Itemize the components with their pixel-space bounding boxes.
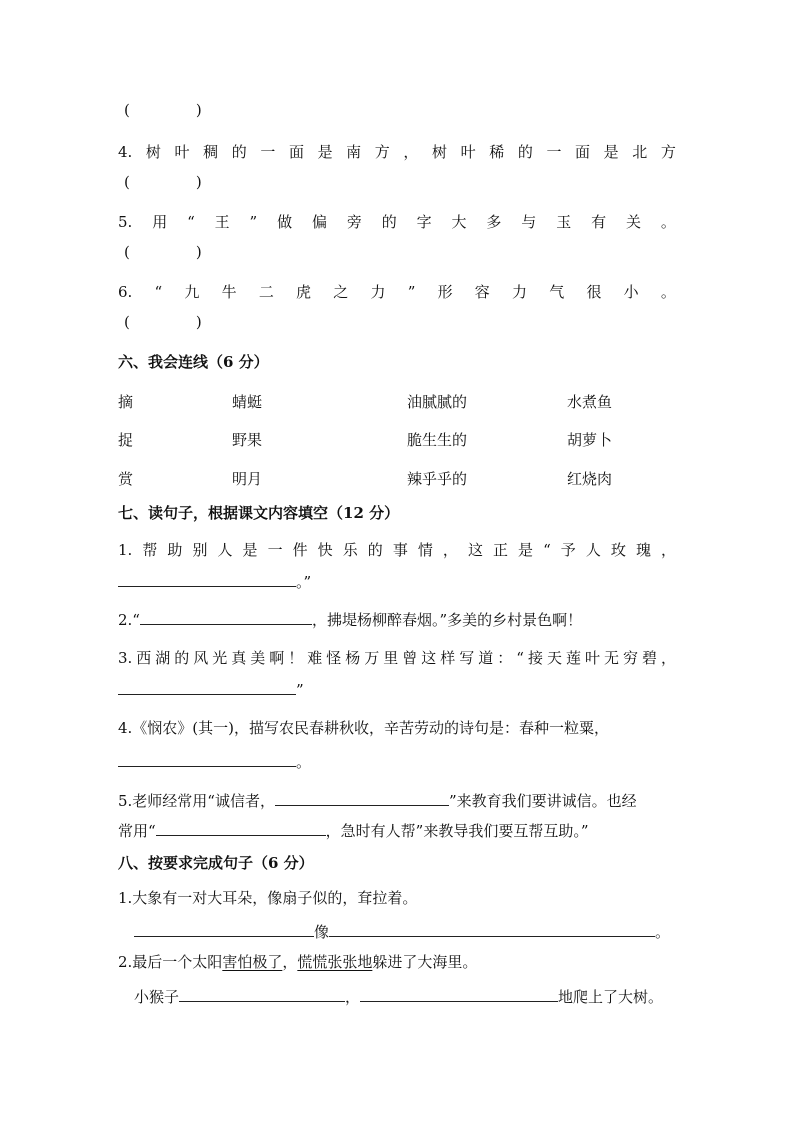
text-char: 一 — [267, 541, 283, 559]
text-char: 的 — [231, 143, 247, 161]
answer-blank[interactable] — [156, 819, 326, 836]
fill-question-5-line2: 常用“ ，急时有人帮”来教导我们要互帮互助。” — [118, 819, 589, 841]
text-char: 一 — [260, 143, 276, 161]
fill-question-3-line2: ” — [118, 678, 304, 700]
text-char: 的 — [367, 541, 383, 559]
fill-question-5: 5.老师经常用“诚信者， ”来教育我们要讲诚信。也经 — [118, 789, 637, 811]
match-word[interactable]: 红烧肉 — [567, 470, 613, 488]
text-char: 方 — [374, 143, 390, 161]
text-char: 树 — [432, 143, 448, 161]
text-char: 情 — [417, 541, 433, 559]
text-char: 力 — [512, 283, 528, 301]
sentence-question-1: 1.大象有一对大耳朵，像扇子似的，耷拉着。 — [118, 889, 418, 907]
match-word[interactable]: 捉 — [118, 431, 134, 449]
text-char: 树 — [145, 143, 161, 161]
text-char: 稀 — [489, 143, 505, 161]
answer-blank[interactable] — [275, 789, 449, 806]
text-char: 这 — [467, 541, 483, 559]
text-char: 叶 — [584, 649, 600, 667]
text-char: 道 — [478, 649, 494, 667]
text-char: “ — [516, 649, 524, 667]
answer-parentheses[interactable]: ( ) — [124, 173, 202, 191]
text-char: 穷 — [622, 649, 638, 667]
section-7-title: 七、读句子，根据课文内容填空（12 分） — [118, 504, 400, 522]
text-char: 是 — [242, 541, 258, 559]
text-char: 旁 — [346, 213, 362, 231]
text-char: 面 — [575, 143, 591, 161]
text-char: 西 — [136, 649, 152, 667]
text-char: 形 — [437, 283, 453, 301]
text-char: 3. — [118, 649, 133, 667]
text-char: 力 — [370, 283, 386, 301]
answer-blank[interactable] — [329, 920, 655, 937]
text-char: 助 — [167, 541, 183, 559]
text-char: 多 — [486, 213, 502, 231]
text-char: 很 — [586, 283, 602, 301]
match-word[interactable]: 脆生生的 — [407, 431, 468, 449]
text-char: 之 — [333, 283, 349, 301]
text-char: 玉 — [556, 213, 572, 231]
text-char: 莲 — [565, 649, 581, 667]
question-number: 4. — [118, 143, 133, 161]
text-char: 是 — [603, 143, 619, 161]
text-char: 怪 — [326, 649, 342, 667]
fill-question-3 — [118, 648, 676, 668]
text-char: 快 — [317, 541, 333, 559]
text-char: 稠 — [203, 143, 219, 161]
fill-question-4: 4.《悯农》(其一)，描写农民春耕秋收，辛苦劳动的诗句是：春种一粒粟， — [118, 719, 610, 737]
sentence-question-1-answer: 像 。 — [134, 920, 670, 942]
text-char: 人 — [217, 541, 233, 559]
text-char: “ — [187, 213, 195, 231]
text-char: 做 — [277, 213, 293, 231]
underlined-phrase: 慌慌张张地 — [297, 953, 373, 971]
text-char: 光 — [212, 649, 228, 667]
match-word[interactable]: 胡萝卜 — [567, 431, 613, 449]
text-char: 玫 — [610, 541, 626, 559]
judge-question-4 — [118, 142, 676, 162]
text-char: “ — [154, 283, 163, 301]
text-char: 容 — [474, 283, 490, 301]
text-char: 写 — [459, 649, 475, 667]
text-char: 这 — [421, 649, 437, 667]
text-char: 关 — [625, 213, 641, 231]
text-char: 九 — [184, 283, 200, 301]
text-char: 接 — [527, 649, 543, 667]
text-char: 一 — [546, 143, 562, 161]
text-char: 二 — [258, 283, 274, 301]
answer-blank[interactable] — [360, 985, 558, 1002]
judge-question-6 — [118, 282, 676, 302]
fill-question-1 — [118, 540, 676, 560]
text-char: 真 — [231, 649, 247, 667]
text-char: 的 — [517, 143, 533, 161]
text-char: ， — [442, 541, 458, 559]
fill-question-2: 2.“ ，拂堤杨柳醉春烟。”多美的乡村景色啊！ — [118, 608, 582, 630]
text-char: 大 — [451, 213, 467, 231]
text-char: 帮 — [142, 541, 158, 559]
text-char: 里 — [383, 649, 399, 667]
text-char: 牛 — [221, 283, 237, 301]
text-char: 偏 — [311, 213, 327, 231]
text-char: 叶 — [460, 143, 476, 161]
text-char: 瑰 — [635, 541, 651, 559]
text-char: 别 — [192, 541, 208, 559]
text-char: ” — [407, 283, 416, 301]
text-char: 小 — [623, 283, 639, 301]
text-char: 1. — [118, 541, 133, 559]
match-word[interactable]: 蜻蜓 — [232, 393, 263, 411]
text-char: 是 — [317, 143, 333, 161]
match-word[interactable]: 水煮鱼 — [567, 393, 613, 411]
text-char: 正 — [493, 541, 509, 559]
text-char: 风 — [193, 649, 209, 667]
text-char: 乐 — [342, 541, 358, 559]
text-char: 件 — [292, 541, 308, 559]
text-char: 天 — [546, 649, 562, 667]
text-char: 北 — [632, 143, 648, 161]
question-number: 6. — [118, 283, 133, 301]
text-char: 事 — [392, 541, 408, 559]
answer-blank[interactable] — [134, 920, 314, 937]
answer-blank[interactable] — [118, 570, 296, 587]
answer-blank[interactable] — [118, 678, 296, 695]
match-word[interactable]: 野果 — [232, 431, 263, 449]
text-char: 用 — [152, 213, 168, 231]
text-char: 有 — [591, 213, 607, 231]
text-char: 虎 — [296, 283, 312, 301]
answer-parentheses[interactable]: ( ) — [124, 243, 202, 261]
text-char: ， — [660, 649, 676, 667]
question-number: 5. — [118, 213, 133, 231]
text-char: ， — [403, 143, 419, 161]
text-char: 王 — [214, 213, 230, 231]
judge-question-5 — [118, 212, 676, 232]
text-char: 曾 — [402, 649, 418, 667]
text-char: 万 — [364, 649, 380, 667]
underlined-phrase: 害怕极了 — [222, 953, 283, 971]
match-word[interactable]: 油腻腻的 — [407, 393, 468, 411]
text-char: 予 — [560, 541, 576, 559]
answer-parentheses[interactable]: ( ) — [124, 101, 202, 119]
text-char: 。 — [660, 213, 676, 231]
text-char: 面 — [288, 143, 304, 161]
answer-parentheses[interactable]: ( ) — [124, 313, 202, 331]
match-word[interactable]: 摘 — [118, 393, 134, 411]
text-char: 啊 — [269, 649, 285, 667]
text-char: 南 — [346, 143, 362, 161]
text-char: 是 — [518, 541, 534, 559]
match-word[interactable]: 明月 — [232, 470, 263, 488]
text-char: ” — [249, 213, 258, 231]
text-char: 的 — [174, 649, 190, 667]
text-char: 气 — [549, 283, 565, 301]
fill-question-4-line2: 。 — [118, 750, 311, 772]
answer-blank[interactable] — [179, 985, 345, 1002]
text-char: 与 — [521, 213, 537, 231]
answer-blank[interactable] — [140, 608, 312, 625]
match-word[interactable]: 辣乎乎的 — [407, 470, 468, 488]
text-char: 杨 — [345, 649, 361, 667]
sentence-question-2: 2.最后一个太阳害怕极了，慌慌张张地躲进了大海里。 — [118, 953, 478, 971]
section-6-title: 六、我会连线（6 分） — [118, 353, 269, 371]
sentence-question-2-answer: 小猴子 ， 地爬上了大树。 — [134, 985, 663, 1007]
text-char: 难 — [307, 649, 323, 667]
text-char: “ — [543, 541, 551, 559]
text-char: 美 — [250, 649, 266, 667]
text-char: 样 — [440, 649, 456, 667]
text-char: 湖 — [155, 649, 171, 667]
text-char: 人 — [585, 541, 601, 559]
fill-question-1-line2: 。” — [118, 570, 311, 592]
text-char: ： — [497, 649, 513, 667]
text-char: ， — [660, 541, 676, 559]
text-char: 。 — [660, 283, 676, 301]
text-char: 的 — [381, 213, 397, 231]
text-char: 碧 — [641, 649, 657, 667]
section-8-title: 八、按要求完成句子（6 分） — [118, 854, 314, 872]
text-char: ！ — [288, 649, 304, 667]
answer-blank[interactable] — [118, 750, 296, 767]
text-char: 无 — [603, 649, 619, 667]
text-char: 方 — [660, 143, 676, 161]
match-word[interactable]: 赏 — [118, 470, 134, 488]
text-char: 叶 — [174, 143, 190, 161]
text-char: 字 — [416, 213, 432, 231]
